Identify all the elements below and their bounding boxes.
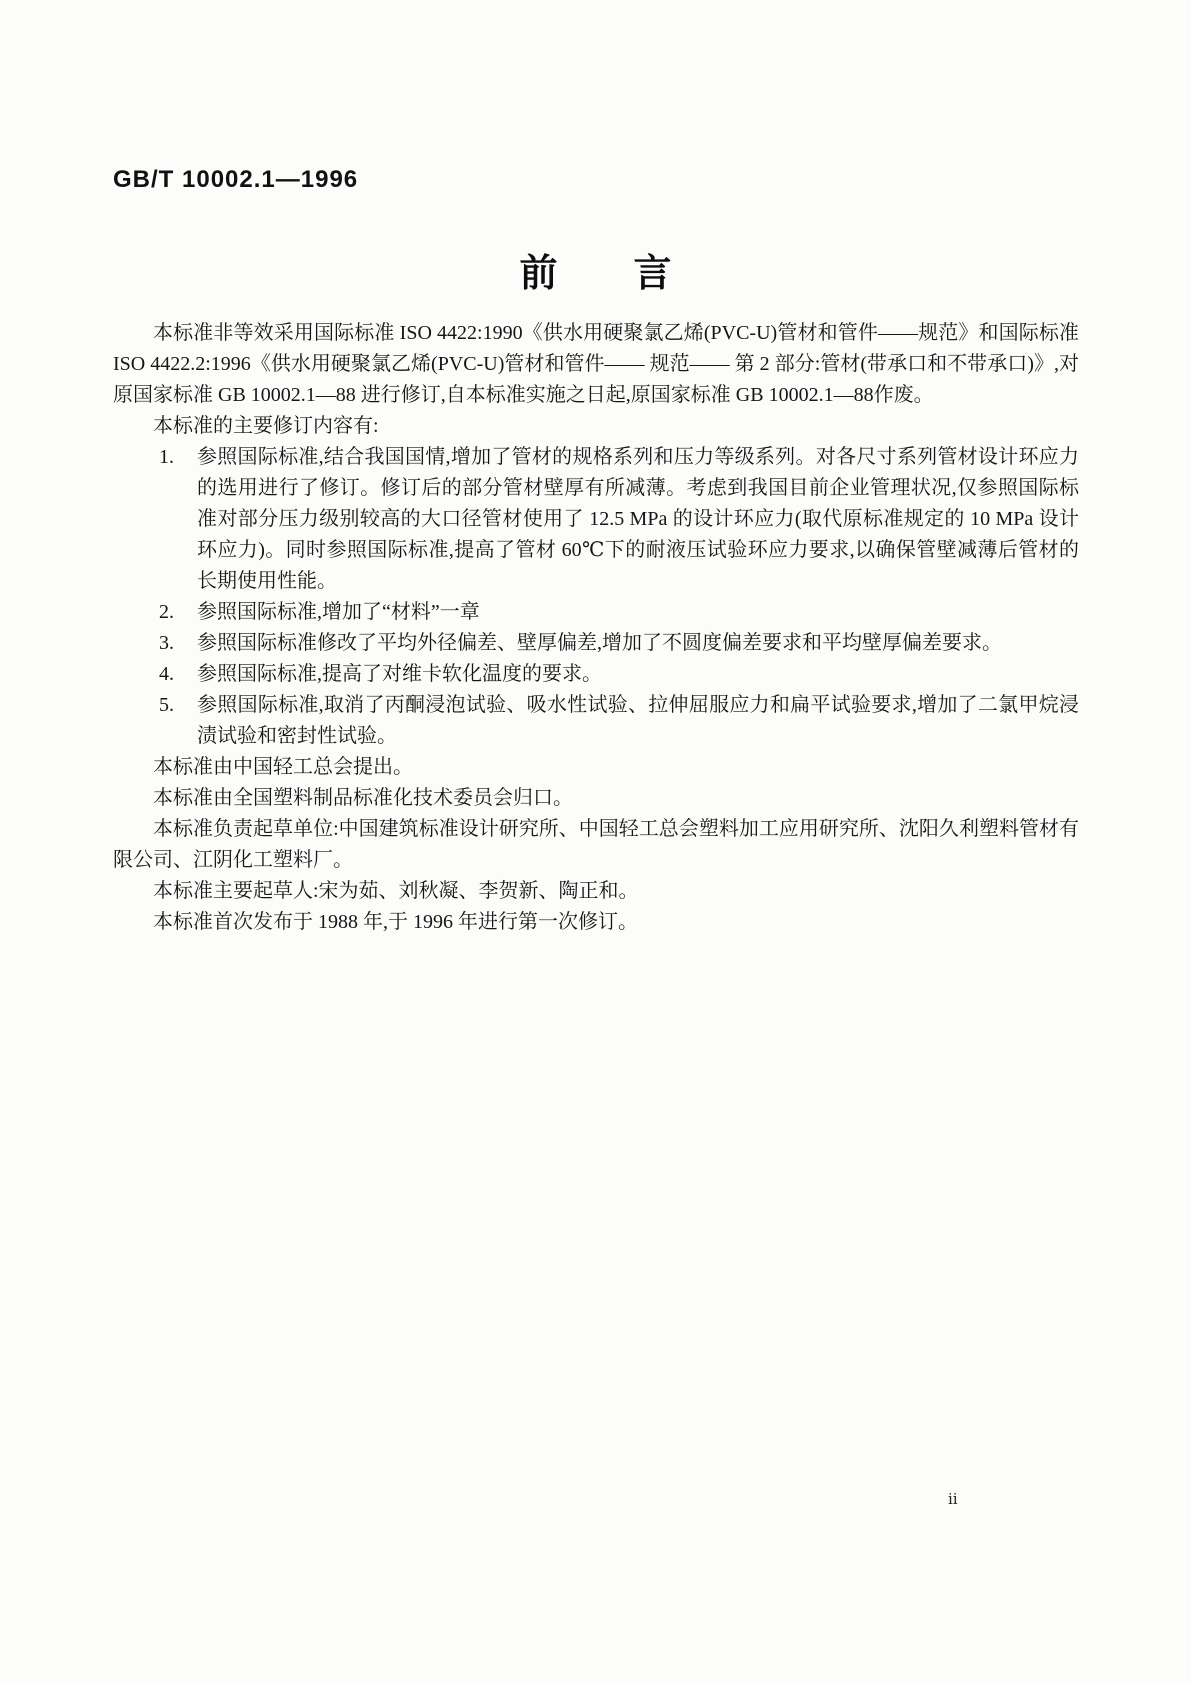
intro-paragraph: 本标准非等效采用国际标准 ISO 4422:1990《供水用硬聚氯乙烯(PVC-U)管材和管件——规范》和国际标准 ISO 4422.2:1996《供水用硬聚氯乙烯(PVC-U)管材和管件—— 规范—— 第 2 部分:管材(带承口和不带承口)》,对原国家标准 GB 10002.1—88 进行修订,自本标准实施之日起,原国家标准 GB 10002.1—88作废。 bbox=[113, 322, 1079, 406]
closing-paragraph-under-jurisdiction: 本标准由全国塑料制品标准化技术委员会归口。 bbox=[153, 787, 573, 809]
document-body bbox=[113, 318, 1079, 938]
page-number: ⅱ bbox=[948, 1492, 958, 1508]
item-number: 2. bbox=[159, 601, 174, 623]
item-text: 参照国际标准,增加了“材料”一章 bbox=[197, 601, 480, 623]
item-text: 参照国际标准修改了平均外径偏差、壁厚偏差,增加了不圆度偏差要求和平均壁厚偏差要求。 bbox=[197, 632, 1002, 654]
item-number: 3. bbox=[159, 632, 174, 654]
revision-item-3 bbox=[113, 628, 1079, 659]
revision-item-1 bbox=[113, 442, 1079, 597]
closing-paragraph-drafters: 本标准主要起草人:宋为茹、刘秋凝、李贺新、陶正和。 bbox=[153, 880, 639, 902]
revision-item-2 bbox=[113, 597, 1079, 628]
closing-paragraph-drafting-organizations: 本标准负责起草单位:中国建筑标准设计研究所、中国轻工总会塑料加工应用研究所、沈阳久利塑料管材有限公司、江阴化工塑料厂。 bbox=[113, 818, 1079, 871]
item-text: 参照国际标准,提高了对维卡软化温度的要求。 bbox=[197, 663, 602, 685]
item-number: 4. bbox=[159, 663, 174, 685]
item-text: 参照国际标准,结合我国国情,增加了管材的规格系列和压力等级系列。对各尺寸系列管材设计环应力的选用进行了修订。修订后的部分管材壁厚有所减薄。考虑到我国目前企业管理状况,仅参照国际标准对部分压力级别较高的大口径管材使用了 12.5 MPa 的设计环应力(取代原标准规定的 10 MPa 设计环应力)。同时参照国际标准,提高了管材 60℃下的耐液压试验环应力要求,以确保管壁减薄后管材的长期使用性能。 bbox=[197, 446, 1079, 592]
item-number: 1. bbox=[159, 446, 174, 468]
revision-item-4 bbox=[113, 659, 1079, 690]
standard-number: GB/T 10002.1—1996 bbox=[113, 166, 359, 193]
closing-paragraph-publication-history: 本标准首次发布于 1988 年,于 1996 年进行第一次修订。 bbox=[153, 911, 638, 933]
closing-paragraph-proposed-by: 本标准由中国轻工总会提出。 bbox=[153, 756, 413, 778]
item-number: 5. bbox=[159, 694, 174, 716]
item-text: 参照国际标准,取消了丙酮浸泡试验、吸水性试验、拉伸屈服应力和扁平试验要求,增加了二氯甲烷浸渍试验和密封性试验。 bbox=[197, 694, 1079, 747]
revision-item-5 bbox=[113, 690, 1079, 752]
foreword-title: 前 言 bbox=[519, 253, 672, 295]
revision-lead-paragraph: 本标准的主要修订内容有: bbox=[153, 415, 379, 437]
